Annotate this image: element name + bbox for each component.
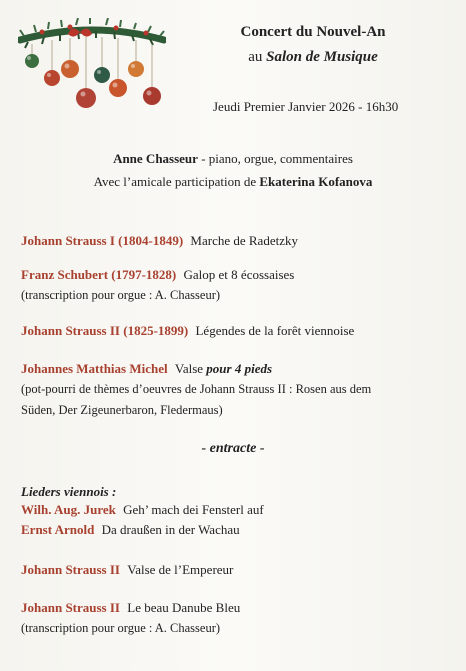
- piece-title: Geh’ mach dei Fensterl auf: [123, 502, 264, 517]
- composer-name: Ernst Arnold: [21, 522, 95, 537]
- program-item: [21, 233, 298, 249]
- piece-title: Valse: [174, 361, 204, 376]
- piece-title: Marche de Radetzky: [190, 233, 298, 248]
- program-item: [21, 267, 294, 283]
- concert-date: Jeudi Premier Janvier 2026 - 16h30: [213, 99, 399, 114]
- composer-name: Franz Schubert (1797-1828): [21, 267, 177, 282]
- program-item: [21, 600, 240, 616]
- piece-title: Valse de l’Empereur: [127, 562, 234, 577]
- main-performer-line: [0, 151, 466, 167]
- composer-name: Johann Strauss II: [21, 600, 120, 615]
- arrangement-note: (transcription pour orgue : A. Chasseur): [21, 621, 221, 635]
- guest-prefix: Avec l’amicale participation de: [93, 174, 260, 189]
- program-item: [21, 502, 264, 518]
- program-item: [21, 522, 240, 538]
- piece-title: Da draußen in der Wachau: [101, 522, 240, 537]
- intermission-heading: - entracte -: [201, 441, 265, 456]
- guest-performer-name: Ekaterina Kofanova: [259, 174, 373, 189]
- piece-title: Légendes de la forêt viennoise: [195, 323, 355, 338]
- concert-title: Concert du Nouvel-An: [240, 24, 386, 40]
- main-performer-name: Anne Chasseur: [113, 151, 198, 166]
- concert-subtitle: [178, 49, 448, 66]
- subtitle-prefix: au: [248, 49, 263, 65]
- guest-performer-line: [0, 174, 466, 190]
- medley-note-line2: Süden, Der Zigeunerbaron, Fledermaus): [21, 403, 223, 417]
- piece-title: Le beau Danube Bleu: [127, 600, 241, 615]
- arrangement-note: (transcription pour orgue : A. Chasseur): [21, 288, 221, 302]
- piece-title-italic: pour 4 pieds: [206, 361, 273, 376]
- composer-name: Wilh. Aug. Jurek: [21, 502, 116, 517]
- christmas-garland-ornaments-illustration: [18, 18, 166, 116]
- composer-name: Johann Strauss I (1804-1849): [21, 233, 184, 248]
- piece-title: Galop et 8 écossaises: [183, 267, 295, 282]
- medley-note-line1: (pot-pourri de thèmes d’oeuvres de Johann Strauss II : Rosen aus dem: [21, 382, 372, 396]
- composer-name: Johann Strauss II: [21, 562, 120, 577]
- lieders-heading: Lieders viennois :: [21, 484, 117, 499]
- composer-name: Johann Strauss II (1825-1899): [21, 323, 189, 338]
- program-item: [21, 562, 233, 578]
- subtitle-venue: Salon de Musique: [266, 49, 378, 65]
- composer-name: Johannes Matthias Michel: [21, 361, 168, 376]
- main-performer-roles: - piano, orgue, commentaires: [197, 151, 353, 166]
- program-item: [21, 361, 272, 377]
- program-item: [21, 323, 354, 339]
